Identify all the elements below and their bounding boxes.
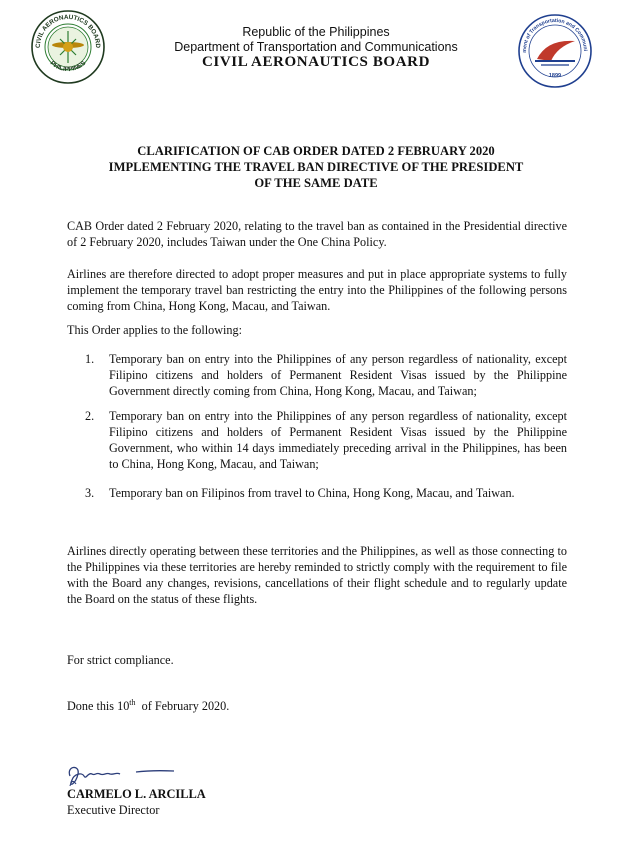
list-text: Temporary ban on entry into the Philippines of any person regardless of nationality, except Filipino citizens and holders of Permanent Resident Visas issued by the Philippine Government, who within 14 days immediately preceding arrival in the Philippines, has been to China, Hong Kong, Macau, and Taiwan; <box>109 409 567 471</box>
document-title-line2: IMPLEMENTING THE TRAVEL BAN DIRECTIVE OF THE PRESIDENT <box>108 160 524 174</box>
list-text: Temporary ban on entry into the Philippines of any person regardless of nationality, except Filipino citizens and holders of Permanent Resident Visas issued by the Philippine Government directly coming from China, Hong Kong, Macau, and Taiwan; <box>109 352 567 398</box>
paragraph-2: Airlines are therefore directed to adopt proper measures and put in place appropriate systems to fully implement the temporary travel ban restricting the entry into the Philippines of the following persons coming from China, Hong Kong, Macau, and Taiwan. <box>67 267 567 313</box>
svg-text:CIVIL AERONAUTICS BOARD: CIVIL AERONAUTICS BOARD <box>34 13 102 49</box>
header-department: Department of Transportation and Communications <box>174 40 458 54</box>
paragraph-4: Airlines directly operating between these territories and the Philippines, as well as those connecting to the Philippines via these territories are hereby reminded to strictly comply with the requirement to file with the Board any changes, revisions, cancellations of their flight schedule and to regularly update the Board on the status of these flights. <box>67 544 567 606</box>
signature-scribble <box>62 760 192 790</box>
svg-text:1899: 1899 <box>548 73 562 79</box>
done-date-line: Done this 10th of February 2020. <box>67 698 230 714</box>
compliance-line: For strict compliance. <box>67 653 174 667</box>
paragraph-1: CAB Order dated 2 February 2020, relating to the travel ban as contained in the Presidential directive of 2 February 2020, includes Taiwan under the One China Policy. <box>67 219 567 249</box>
svg-text:Department of Transportation a: ment of Transportation and Communi <box>521 17 589 53</box>
header-agency: CIVIL AERONAUTICS BOARD <box>201 54 430 70</box>
document-title-line3: OF THE SAME DATE <box>254 176 378 190</box>
svg-text:PHILIPPINES: PHILIPPINES <box>48 59 88 74</box>
list-number: 2. <box>85 409 95 423</box>
list-text: Temporary ban on Filipinos from travel to China, Hong Kong, Macau, and Taiwan. <box>109 486 515 500</box>
list-number: 3. <box>85 486 95 500</box>
list-number: 1. <box>85 352 95 366</box>
signatory-title: Executive Director <box>67 803 160 817</box>
document-title-line1: CLARIFICATION OF CAB ORDER DATED 2 FEBRUARY 2020 <box>137 144 495 158</box>
header-republic: Republic of the Philippines <box>242 25 390 39</box>
signatory-name: CARMELO L. ARCILLA <box>67 787 206 801</box>
paragraph-3: This Order applies to the following: <box>67 323 242 337</box>
